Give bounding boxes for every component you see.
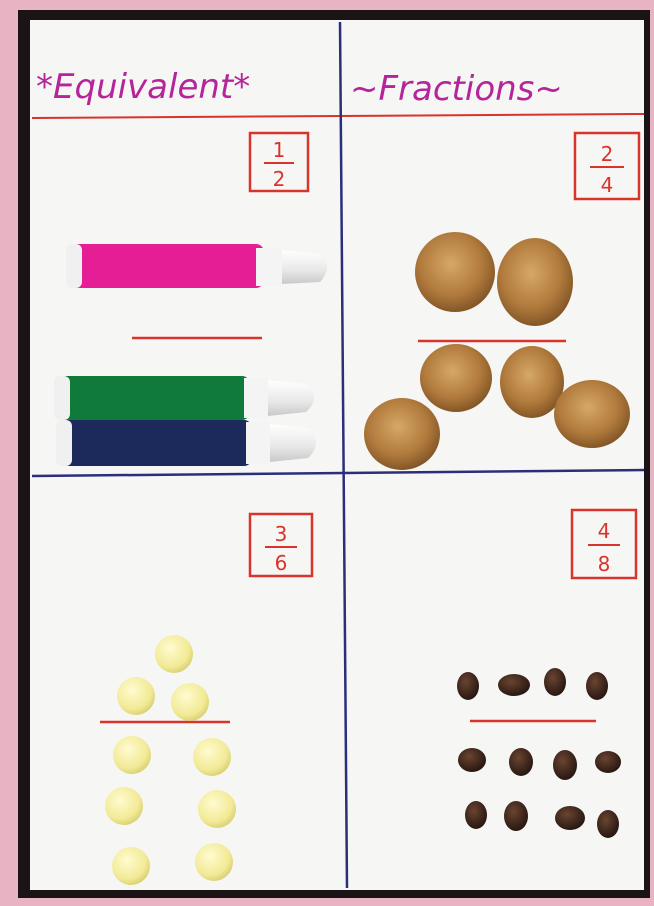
walnut [420,344,492,412]
coffee-bean [595,751,621,773]
yellow-ball [193,738,231,776]
walnut [500,346,564,418]
yellow-ball [171,683,209,721]
numerator-bottom-right: 4 [597,519,611,543]
denominator-top-right: 4 [600,173,614,197]
numerator-top-right: 2 [600,142,614,166]
yellow-ball [195,843,233,881]
numerator-top-left: 1 [272,138,286,162]
walnut [415,232,495,312]
marker-navy [56,420,316,466]
denominator-top-left: 2 [272,167,286,191]
yellow-ball [113,736,151,774]
yellow-ball [117,677,155,715]
coffee-bean [555,806,585,830]
title-fractions: ~Fractions~ [350,69,563,109]
coffee-bean [498,674,530,696]
coffee-bean [586,672,608,700]
title-equivalent: *Equivalent* [36,67,251,107]
walnut [364,398,440,470]
coffee-bean [509,748,533,776]
coffee-bean [457,672,479,700]
yellow-ball [112,847,150,885]
coffee-bean [544,668,566,696]
walnut [554,380,630,448]
marker-green [54,376,314,420]
coffee-bean [458,748,486,772]
coffee-bean [553,750,577,780]
denominator-bottom-right: 8 [597,552,611,576]
coffee-bean [465,801,487,829]
numerator-bottom-left: 3 [274,522,288,546]
yellow-ball [198,790,236,828]
walnut [497,238,573,326]
coffee-bean [597,810,619,838]
denominator-bottom-left: 6 [274,551,288,575]
yellow-ball [155,635,193,673]
yellow-ball [105,787,143,825]
coffee-bean [504,801,528,831]
